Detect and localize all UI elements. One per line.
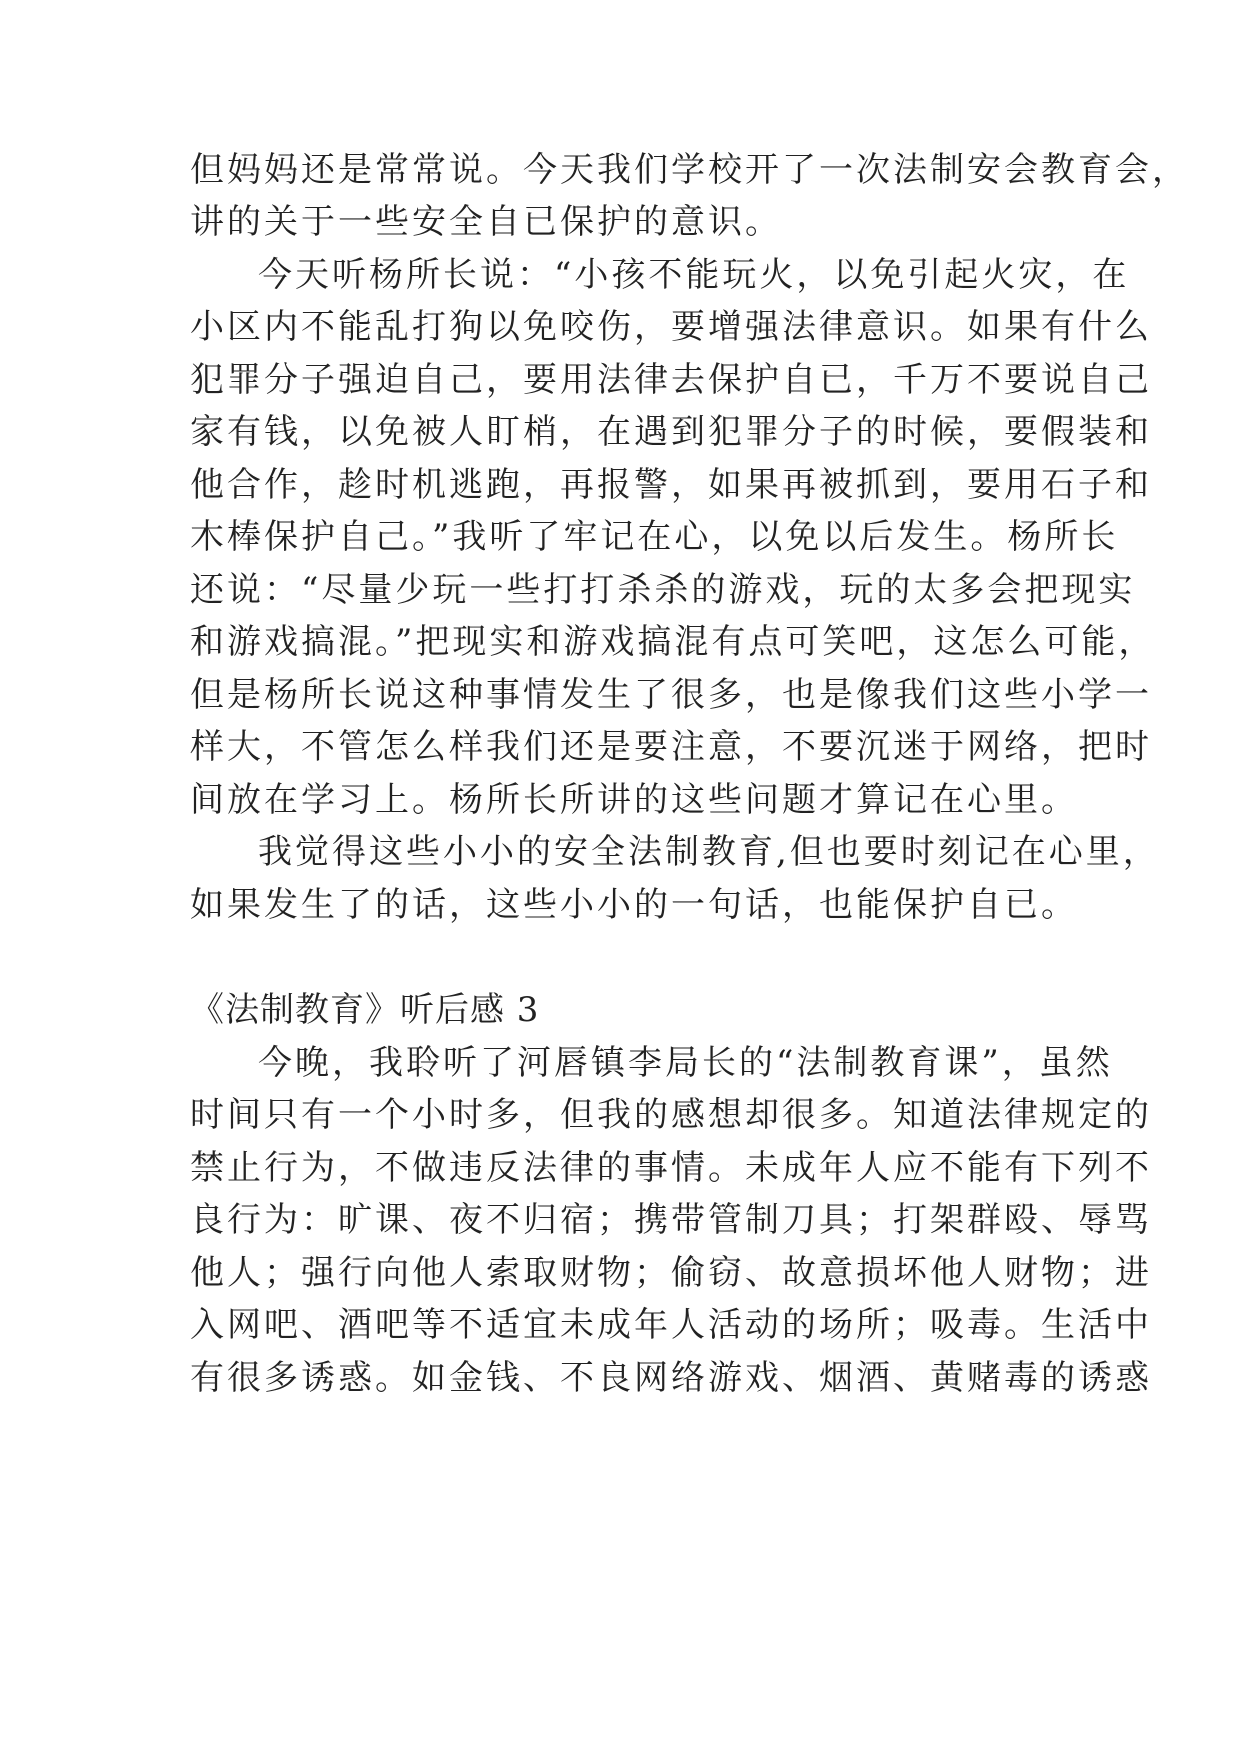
paragraph-line: 今晚，我聆听了河唇镇李局长的“法制教育课”，虽然 [258, 1043, 1113, 1083]
paragraph-line: 入网吧、酒吧等不适宜未成年人活动的场所；吸毒。生活中 [190, 1305, 1152, 1345]
paragraph-line: 今天听杨所长说：“小孩不能玩火，以免引起火灾，在 [258, 255, 1130, 295]
paragraph-line: 良行为：旷课、夜不归宿；携带管制刀具；打架群殴、辱骂 [190, 1200, 1152, 1240]
paragraph-line: 时间只有一个小时多，但我的感想却很多。知道法律规定的 [190, 1095, 1152, 1135]
paragraph-line: 和游戏搞混。”把现实和游戏搞混有点可笑吧，这怎么可能， [190, 622, 1156, 662]
section-heading: 《法制教育》听后感 3 [190, 990, 540, 1030]
paragraph-line: 犯罪分子强迫自己，要用法律去保护自已，千万不要说自己 [190, 360, 1152, 400]
paragraph-line: 他人；强行向他人索取财物；偷窃、故意损坏他人财物；进 [190, 1253, 1152, 1293]
paragraph-line: 但妈妈还是常常说。今天我们学校开了一次法制安会教育会， [190, 150, 1189, 190]
paragraph-line: 禁止行为，不做违反法律的事情。未成年人应不能有下列不 [190, 1148, 1152, 1188]
paragraph-line: 小区内不能乱打狗以免咬伤，要增强法律意识。如果有什么 [190, 307, 1152, 347]
paragraph-line: 木棒保护自己。”我听了牢记在心，以免以后发生。杨所长 [190, 517, 1119, 557]
paragraph-line: 还说：“尽量少玩一些打打杀杀的游戏，玩的太多会把现实 [190, 570, 1136, 610]
paragraph-line: 但是杨所长说这种事情发生了很多，也是像我们这些小学一 [190, 675, 1152, 715]
paragraph-line: 如果发生了的话，这些小小的一句话，也能保护自已。 [190, 885, 1078, 925]
paragraph-line: 我觉得这些小小的安全法制教育,但也要时刻记在心里， [258, 832, 1160, 872]
paragraph-line: 样大，不管怎么样我们还是要注意，不要沉迷于网络，把时 [190, 727, 1152, 767]
paragraph-line: 讲的关于一些安全自已保护的意识。 [190, 202, 782, 242]
paragraph-line: 间放在学习上。杨所长所讲的这些问题才算记在心里。 [190, 780, 1078, 820]
paragraph-line: 他合作，趁时机逃跑，再报警，如果再被抓到，要用石子和 [190, 465, 1152, 505]
paragraph-line: 有很多诱惑。如金钱、不良网络游戏、烟酒、黄赌毒的诱惑 [190, 1358, 1152, 1398]
paragraph-line: 家有钱，以免被人盯梢，在遇到犯罪分子的时候，要假装和 [190, 412, 1152, 452]
